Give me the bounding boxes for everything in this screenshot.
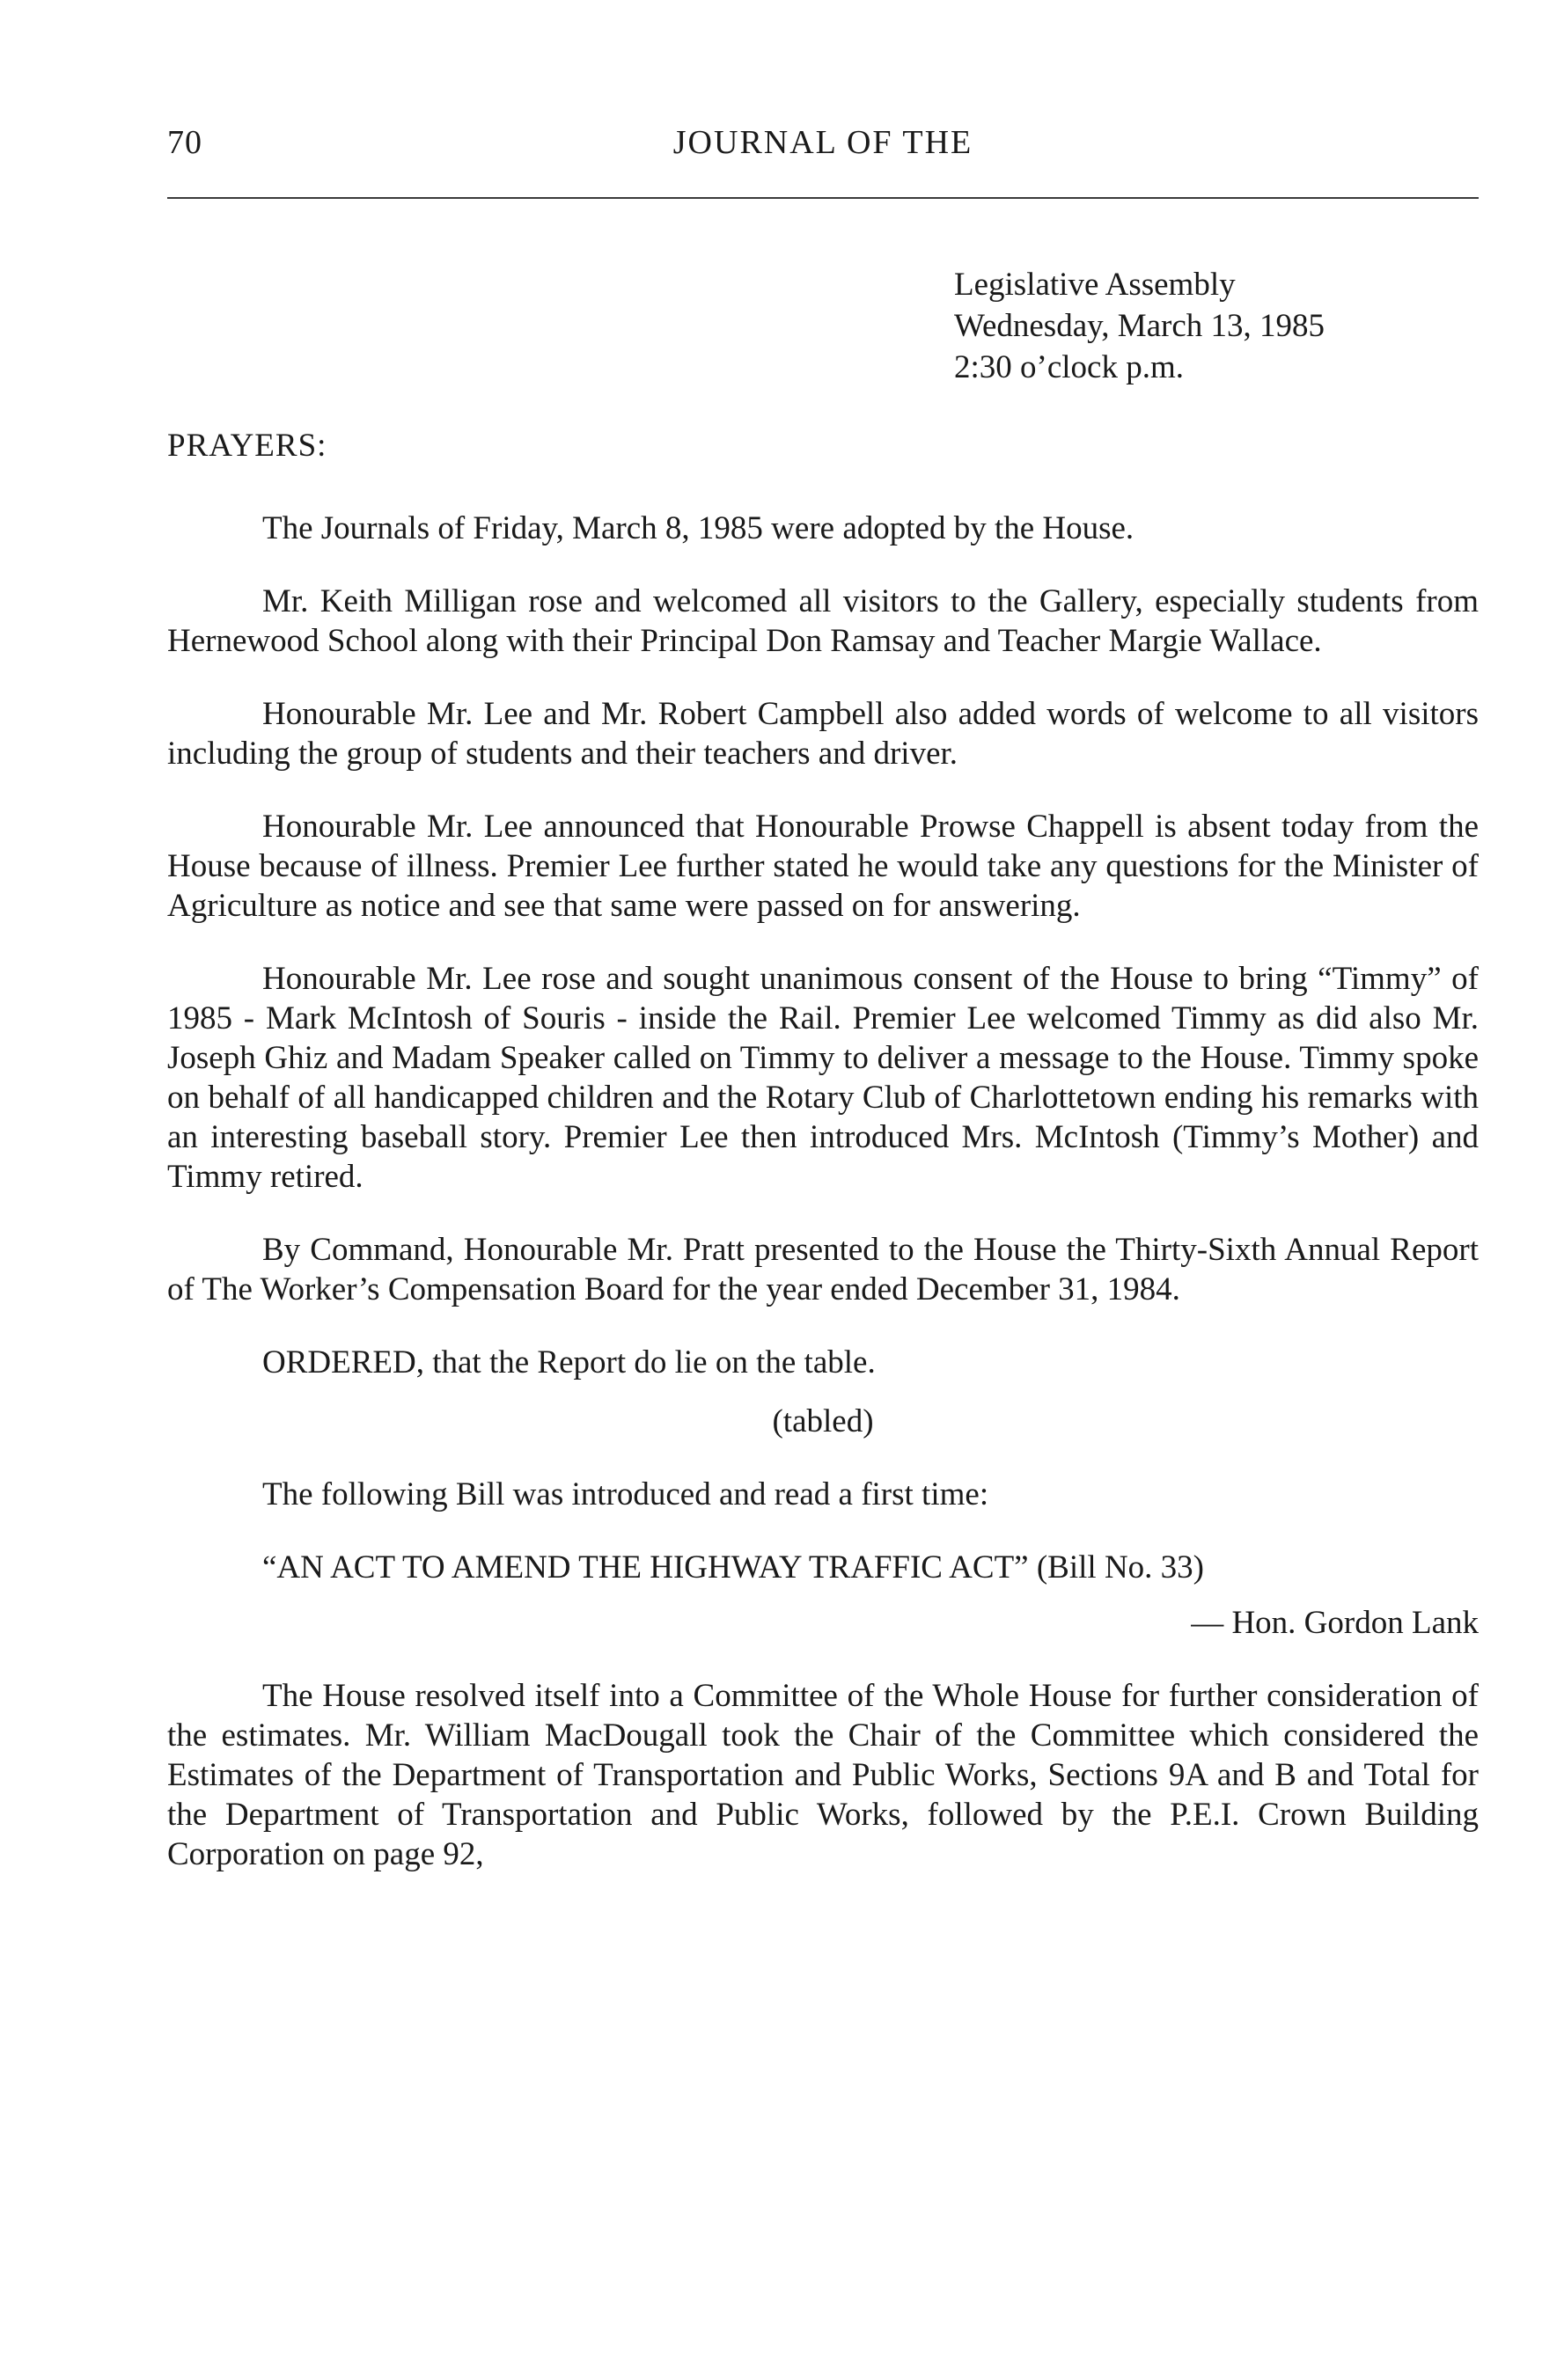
session-block [954, 264, 1325, 388]
paragraph-milligan-welcome: Mr. Keith Milligan rose and welcomed all visitors to the Gallery, especially students from Hernewood School along with their Principal Don Ramsay and Teacher Margie Wallace. [167, 583, 1479, 659]
prayers-heading: PRAYERS: [167, 428, 327, 464]
paragraph-report-presented: By Command, Honourable Mr. Pratt presented to the House the Thirty-Sixth Annual Report of The Worker’s Compensation Board for the year ended December 31, 1984. [167, 1232, 1479, 1307]
paragraph-bill-intro: The following Bill was introduced and read a first time: [262, 1476, 989, 1512]
tabled-note: (tabled) [772, 1403, 874, 1439]
bill-sponsor: — Hon. Gordon Lank [1191, 1605, 1479, 1641]
paragraph-journals-adopted: The Journals of Friday, March 8, 1985 were adopted by the House. [262, 510, 1134, 546]
paragraph-timmy: Honourable Mr. Lee rose and sought unanimous consent of the House to bring “Timmy” of 1985 - Mark McIntosh of Souris - inside the Rail. Premier Lee welcomed Timmy as did also Mr. Joseph Ghiz and Madam Speaker called on Timmy to deliver a message to the House. Timmy spoke on behalf of all handicapped children and the Rotary Club of Charlottetown ending his remarks with an interesting baseball story. Premier Lee then introduced Mrs. McIntosh (Timmy’s Mother) and Timmy retired. [167, 961, 1479, 1195]
session-date: Wednesday, March 13, 1985 [954, 308, 1325, 344]
page-header [167, 123, 1479, 176]
bill-title: “AN ACT TO AMEND THE HIGHWAY TRAFFIC ACT” (Bill No. 33) [262, 1549, 1204, 1585]
page-number: 70 [167, 124, 202, 161]
session-time: 2:30 o’clock p.m. [954, 349, 1185, 385]
paragraph-committee: The House resolved itself into a Committee of the Whole House for further consideration of the estimates. Mr. William MacDougall took the Chair of the Committee which considered the Estimates of the Department of Transportation and Public Works, Sections 9A and B and Total for the Department of Transportation and Public Works, followed by the P.E.I. Crown Building Corporation on page 92, [167, 1678, 1479, 1872]
paragraph-lee-campbell-welcome: Honourable Mr. Lee and Mr. Robert Campbell also added words of welcome to all visitors including the group of students and their teachers and driver. [167, 696, 1479, 772]
paragraph-chappell-absent: Honourable Mr. Lee announced that Honourable Prowse Chappell is absent today from the House because of illness. Premier Lee further stated he would take any questions for the Minister of Agriculture as notice and see that same were passed on for answering. [167, 809, 1479, 924]
running-head: JOURNAL OF THE [672, 124, 973, 161]
paragraph-ordered: ORDERED, that the Report do lie on the table. [262, 1344, 876, 1380]
header-rule [167, 197, 1479, 199]
session-assembly: Legislative Assembly [954, 267, 1236, 303]
journal-body [167, 509, 1479, 1908]
